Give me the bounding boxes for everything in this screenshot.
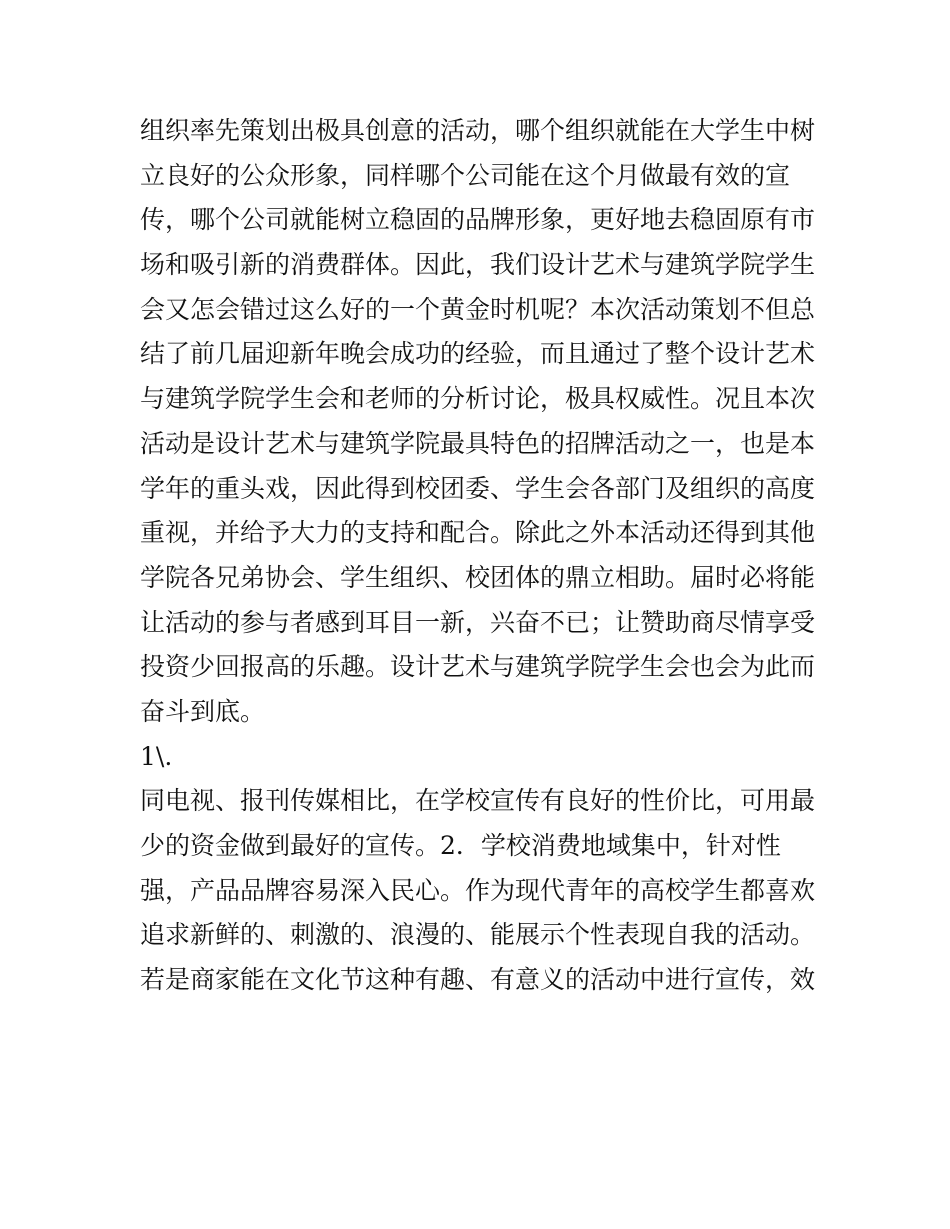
text-line: 同电视、报刊传媒相比，在学校宣传有良好的性价比，可用最 — [140, 786, 816, 816]
text-line: 组织率先策划出极具创意的活动，哪个组织就能在大学生中树 — [140, 116, 816, 145]
text-line: 少的资金做到最好的宣传。2．学校消费地域集中，针对性 — [140, 831, 781, 860]
text-line: 结了前几届迎新年晚会成功的经验，而且通过了整个设计艺术 — [140, 339, 816, 369]
text-line: 与建筑学院学生会和老师的分析讨论，极具权威性。况且本次 — [140, 384, 816, 414]
text-line: 强，产品品牌容易深入民心。作为现代青年的高校学生都喜欢 — [140, 875, 816, 905]
list-number: 1\. — [140, 741, 173, 771]
text-line: 投资少回报高的乐趣。设计艺术与建筑学院学生会也会为此而 — [140, 652, 816, 682]
text-line: 场和吸引新的消费群体。因此，我们设计艺术与建筑学院学生 — [140, 250, 816, 280]
text-line: 活动是设计艺术与建筑学院最具特色的招牌活动之一，也是本 — [140, 428, 816, 458]
text-line: 传，哪个公司就能树立稳固的品牌形象，更好地去稳固原有市 — [140, 205, 816, 235]
text-line: 重视，并给予大力的支持和配合。除此之外本活动还得到其他 — [140, 518, 816, 548]
text-line: 学年的重头戏，因此得到校团委、学生会各部门及组织的高度 — [140, 473, 816, 503]
text-line: 让活动的参与者感到耳目一新，兴奋不已；让赞助商尽情享受 — [140, 607, 816, 637]
text-line: 若是商家能在文化节这种有趣、有意义的活动中进行宣传，效 — [140, 965, 816, 995]
text-line: 奋斗到底。 — [140, 696, 266, 726]
text-line: 会又怎会错过这么好的一个黄金时机呢？本次活动策划不但总 — [140, 294, 816, 324]
body-text — [140, 109, 820, 1003]
text-line: 立良好的公众形象，同样哪个公司能在这个月做最有效的宣 — [140, 160, 791, 190]
text-line: 学院各兄弟协会、学生组织、校团体的鼎立相助。届时必将能 — [140, 562, 816, 592]
text-line: 追求新鲜的、刺激的、浪漫的、能展示个性表现自我的活动。 — [140, 920, 816, 950]
